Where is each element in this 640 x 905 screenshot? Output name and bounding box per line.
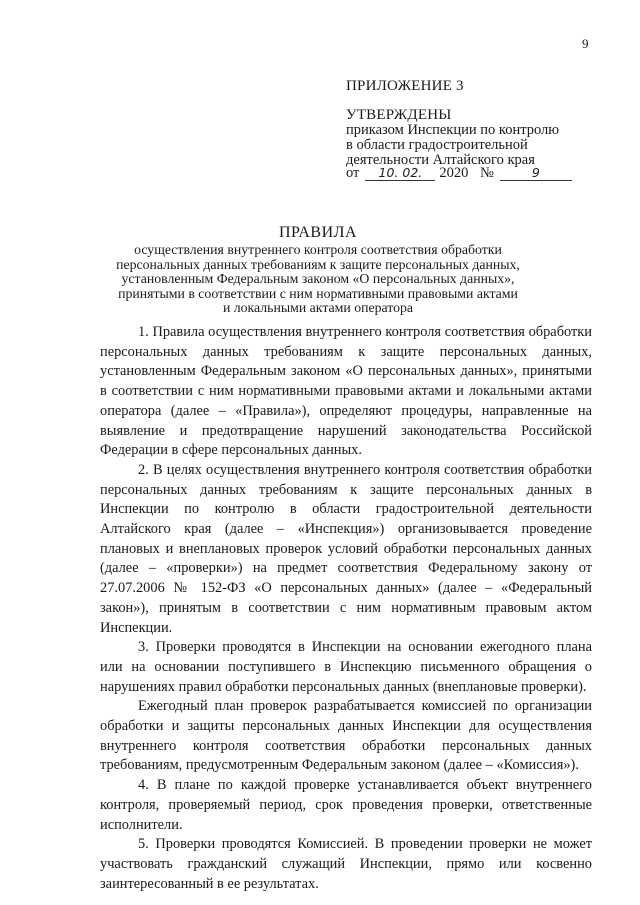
subtitle-line: осуществления внутреннего контроля соответствия обработки bbox=[134, 242, 502, 257]
subtitle-line: установленным Федеральным законом «О персональных данных», bbox=[121, 271, 515, 287]
order-year: 2020 bbox=[439, 165, 469, 181]
paragraph: 3. Проверки проводятся в Инспекции на основании ежегодного плана или на основании поступившего в Инспекцию письменного обращения о нарушениях правил обработки персональных данных (внеплановые проверки). bbox=[100, 639, 592, 695]
order-line: приказом Инспекции по контролю bbox=[346, 122, 560, 138]
handwritten-date: 10. 02. bbox=[365, 165, 435, 181]
order-date-line bbox=[346, 165, 572, 182]
document-body bbox=[100, 323, 592, 894]
order-line: в области градостроительной bbox=[346, 137, 528, 153]
subtitle-line: и локальными актами оператора bbox=[222, 300, 414, 316]
page-number: 9 bbox=[582, 36, 589, 51]
subtitle-line: персональных данных требованиям к защите персональных данных, bbox=[116, 256, 520, 272]
paragraph: Ежегодный план проверок разрабатывается комиссией по организации обработки и защиты персональных данных Инспекции для осуществления внутреннего контроля соответствия обработки персональных данных требованиям, предусмотренным Федеральным законом (далее – «Комиссия»). bbox=[100, 698, 592, 774]
order-line: деятельности Алтайского края bbox=[346, 152, 535, 168]
appendix-label: ПРИЛОЖЕНИЕ 3 bbox=[346, 78, 464, 94]
number-sign: № bbox=[480, 165, 494, 181]
approved-label: УТВЕРЖДЕНЫ bbox=[346, 107, 452, 123]
document-title: ПРАВИЛА bbox=[278, 224, 358, 241]
document-subtitle bbox=[100, 243, 536, 316]
paragraph: 5. Проверки проводятся Комиссией. В проведении проверки не может участвовать гражданский служащий Инспекции, прямо или косвенно заинтересованный в ее результатах. bbox=[100, 836, 592, 892]
subtitle-line: принятыми в соответствии с ним нормативными правовыми актами bbox=[118, 285, 518, 301]
paragraph: 1. Правила осуществления внутреннего контроля соответствия обработки персональных данных требованиям к защите персональных данных, установленным Федеральным законом «О персональных данных», принятыми в соответствии с ним нормативными правовыми актами и локальными актами оператора (далее – «Правила»), определяют процедуры, направленные на выявление и предотвращение нарушений законодательства Российской Федерации в сфере персональных данных. bbox=[100, 324, 592, 459]
document-title-block bbox=[100, 224, 536, 316]
handwritten-number: 9 bbox=[500, 165, 572, 181]
paragraph: 4. В плане по каждой проверке устанавливается объект внутреннего контроля, проверяемый период, срок проведения проверки, ответственные исполнители. bbox=[100, 777, 592, 833]
paragraph: 2. В целях осуществления внутреннего контроля соответствия обработки персональных данных требованиям к защите персональных данных в Инспекции по контролю в области градостроительной деятельности Алтайского края (далее – «Инспекция») организовывается проведение плановых и внеплановых проверок условий обработки персональных данных (далее – «проверки») на предмет соответствия Федеральному закону от 27.07.2006 № 152-ФЗ «О персональных данных» (далее – «Федеральный закон»), принятым в соответствии с ним нормативным правовым актом Инспекции. bbox=[100, 461, 592, 636]
date-prefix: от bbox=[346, 165, 360, 181]
order-reference bbox=[346, 123, 586, 168]
